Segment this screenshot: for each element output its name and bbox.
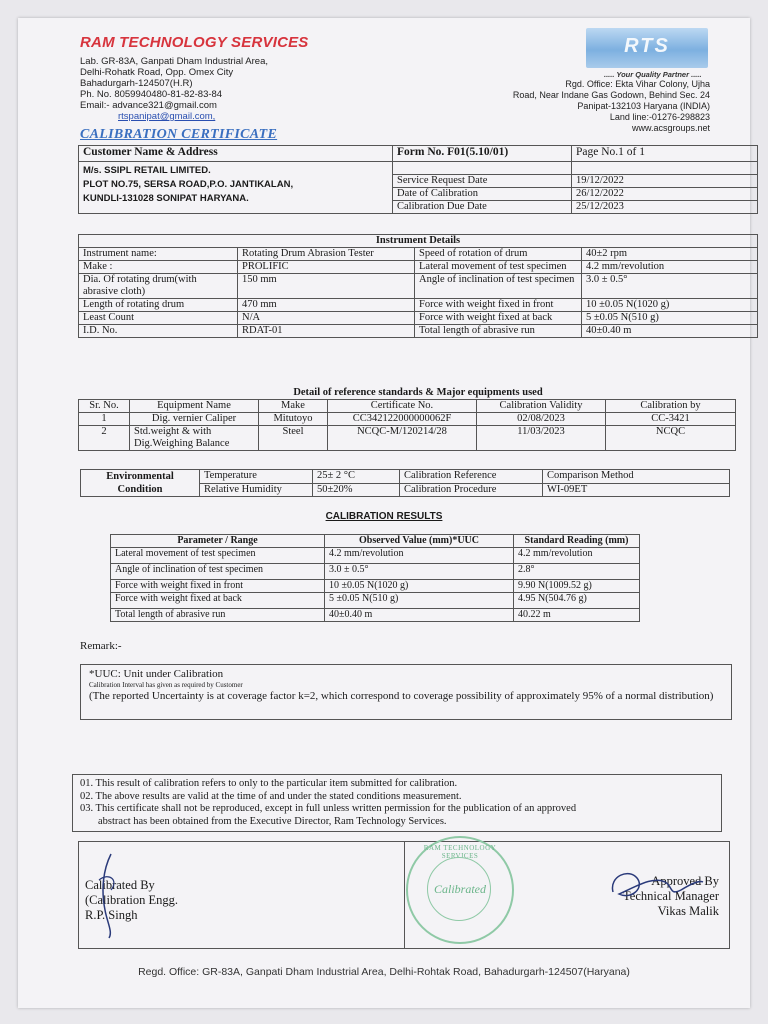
results-cell: Force with weight fixed in front [111, 580, 325, 593]
reference-cell: NCQC-M/120214/28 [328, 426, 477, 451]
instrument-label: Length of rotating drum [79, 299, 238, 312]
customer-address [79, 162, 393, 214]
reference-heading: Detail of reference standards & Major equipments used [293, 387, 543, 398]
address-line: Lab. GR-83A, Ganpati Dham Industrial Area, [80, 56, 268, 67]
reference-cell: CC-3421 [606, 413, 736, 426]
results-cell: Force with weight fixed at back [111, 593, 325, 609]
reference-cell: Steel [259, 426, 328, 451]
company-name: RAM TECHNOLOGY SERVICES [80, 34, 309, 51]
instrument-value: 470 mm [238, 299, 415, 312]
sig-line: Vikas Malik [657, 904, 719, 918]
instrument-value: 4.2 mm/revolution [582, 261, 758, 274]
logo-text: RTS [624, 35, 670, 57]
document-title: CALIBRATION CERTIFICATE [80, 127, 278, 142]
signature-right-icon [607, 862, 707, 908]
page-number: Page No.1 of 1 [572, 146, 758, 162]
sig-line: Approved By [651, 874, 719, 888]
date-value: 25/12/2023 [572, 201, 758, 214]
interval-note: Calibration Interval has given as required by Customer [89, 681, 243, 689]
table-row [111, 593, 640, 609]
instrument-label: Least Count [79, 312, 238, 325]
footer-address: Regd. Office: GR-83A, Ganpati Dham Industrial Area, Delhi-Rohtak Road, Bahadurgarh-124507(Haryana) [138, 966, 630, 978]
results-heading: CALIBRATION RESULTS [325, 511, 443, 522]
signature-left-icon [89, 850, 129, 940]
reference-col-header: Calibration Validity [477, 400, 606, 413]
website-link[interactable]: www.acsgroups.net [631, 123, 710, 133]
customer-line: KUNDLI-131028 SONIPAT HARYANA. [83, 193, 249, 204]
regd-line: Panipat-132103 Haryana (INDIA) [577, 101, 710, 111]
email-line: Email:- advance321@gmail.com [80, 100, 217, 111]
date-label: Date of Calibration [393, 188, 572, 201]
regd-office-block [513, 79, 710, 134]
tagline: ..... Your Quality Partner ..... [604, 70, 702, 79]
instrument-label: Dia. Of rotating drum(with abrasive cloth) [79, 274, 238, 299]
date-value: 26/12/2022 [572, 188, 758, 201]
instrument-label: Instrument name: [79, 248, 238, 261]
instrument-value: 5 ±0.05 N(510 g) [582, 312, 758, 325]
env-label: Relative Humidity [200, 483, 313, 497]
instrument-label: Force with weight fixed in front [415, 299, 582, 312]
environment-table [80, 469, 730, 497]
instrument-heading: Instrument Details [79, 235, 758, 248]
instrument-value: PROLIFIC [238, 261, 415, 274]
results-col-header: Observed Value (mm)*UUC [325, 535, 514, 548]
reference-cell: 02/08/2023 [477, 413, 606, 426]
env-value: Comparison Method [543, 470, 730, 484]
instrument-table [78, 234, 758, 338]
date-label: Service Request Date [393, 175, 572, 188]
table-row [79, 426, 736, 451]
results-col-header: Parameter / Range [111, 535, 325, 548]
results-cell: Total length of abrasive run [111, 609, 325, 622]
results-cell: 9.90 N(1009.52 g) [514, 580, 640, 593]
instrument-label: Speed of rotation of drum [415, 248, 582, 261]
reference-cell: Mitutoyo [259, 413, 328, 426]
reference-cell: NCQC [606, 426, 736, 451]
signature-box [78, 841, 730, 949]
phone-line: Ph. No. 8059940480-81-82-83-84 [80, 89, 223, 100]
results-cell: 40±0.40 m [325, 609, 514, 622]
reference-col-header: Make [259, 400, 328, 413]
env-label: Calibration Reference [400, 470, 543, 484]
notes-list [80, 778, 576, 828]
address-line: Bahadurgarh-124507(H.R) [80, 78, 193, 89]
note-item: 02. The above results are valid at the time of and under the stated conditions measurement. [80, 790, 462, 802]
sig-line: R.P. Singh [85, 908, 138, 922]
env-label: Calibration Procedure [400, 483, 543, 497]
instrument-label: Total length of abrasive run [415, 325, 582, 338]
reference-col-header: Equipment Name [130, 400, 259, 413]
uuc-note: *UUC: Unit under Calibration [89, 668, 224, 680]
customer-line: M/s. SSIPL RETAIL LIMITED. [83, 165, 211, 176]
table-row [111, 564, 640, 580]
instrument-label: Angle of inclination of test specimen [415, 274, 582, 299]
results-cell: 5 ±0.05 N(510 g) [325, 593, 514, 609]
results-cell: 4.95 N(504.76 g) [514, 593, 640, 609]
stamp-label: Calibrated [433, 882, 486, 896]
uncertainty-note: (The reported Uncertainty is at coverage factor k=2, which correspond to coverage possibility of approximately 95% of a normal distribution) [89, 690, 714, 702]
environment-heading: Environmental Condition [81, 470, 200, 497]
note-item: abstract has been obtained from the Executive Director, Ram Technology Services. [98, 815, 447, 827]
instrument-value: 40±0.40 m [582, 325, 758, 338]
results-cell: 10 ±0.05 N(1020 g) [325, 580, 514, 593]
reference-col-header: Certificate No. [328, 400, 477, 413]
results-cell: 4.2 mm/revolution [514, 548, 640, 564]
reference-cell: 11/03/2023 [477, 426, 606, 451]
reference-col-header: Calibration by [606, 400, 736, 413]
customer-table [78, 145, 758, 214]
table-row [111, 580, 640, 593]
results-col-header: Standard Reading (mm) [514, 535, 640, 548]
customer-heading: Customer Name & Address [79, 146, 393, 162]
sig-line: (Calibration Engg. [85, 893, 179, 907]
note-item: 01. This result of calibration refers to only to the particular item submitted for calibration. [80, 778, 458, 789]
reference-cell: 1 [79, 413, 130, 426]
sig-line: Calibrated By [85, 878, 155, 892]
reference-table [78, 399, 736, 451]
results-cell: 4.2 mm/revolution [325, 548, 514, 564]
table-row [111, 609, 640, 622]
instrument-value: Rotating Drum Abrasion Tester [238, 248, 415, 261]
company-logo [586, 28, 708, 68]
instrument-value: 40±2 rpm [582, 248, 758, 261]
customer-line: PLOT NO.75, SERSA ROAD,P.O. JANTIKALAN, [83, 179, 294, 190]
table-row [79, 413, 736, 426]
date-value: 19/12/2022 [572, 175, 758, 188]
remark-box [80, 664, 732, 720]
date-label: Calibration Due Date [393, 201, 572, 214]
address-line: Delhi-Rohatk Road, Opp. Omex City [80, 67, 234, 78]
lab-address-block [80, 56, 268, 122]
reference-cell: Std.weight & with Dig.Weighing Balance [130, 426, 259, 451]
instrument-value: 3.0 ± 0.5° [582, 274, 758, 299]
results-cell: 2.8° [514, 564, 640, 580]
reference-cell: Dig. vernier Caliper [130, 413, 259, 426]
form-number: Form No. F01(5.10/01) [393, 146, 572, 162]
note-item: 03. This certificate shall not be reproduced, except in full unless written permission for the publication of an approved [80, 803, 577, 814]
results-cell: Lateral movement of test specimen [111, 548, 325, 564]
calibrated-stamp [406, 836, 514, 944]
instrument-label: Make : [79, 261, 238, 274]
reference-col-header: Sr. No. [79, 400, 130, 413]
instrument-value: 150 mm [238, 274, 415, 299]
env-value: WI-09ET [543, 483, 730, 497]
regd-line: Land line:-01276-298823 [609, 112, 710, 122]
instrument-value: 10 ±0.05 N(1020 g) [582, 299, 758, 312]
instrument-value: RDAT-01 [238, 325, 415, 338]
instrument-label: I.D. No. [79, 325, 238, 338]
remark-label: Remark:- [80, 640, 122, 652]
sig-line: Technical Manager [623, 889, 719, 903]
reference-cell: 2 [79, 426, 130, 451]
regd-line: Rgd. Office: Ekta Vihar Colony, Ujha [565, 79, 710, 89]
results-cell: Angle of inclination of test specimen [111, 564, 325, 580]
stamp-ring-text: RAM TECHNOLOGY SERVICES [423, 844, 497, 860]
env-value: 50±20% [313, 483, 400, 497]
instrument-value: N/A [238, 312, 415, 325]
regd-line: Road, Near Indane Gas Godown, Behind Sec. 24 [512, 90, 710, 100]
table-row [111, 548, 640, 564]
env-value: 25± 2 °C [313, 470, 400, 484]
certificate-page [18, 18, 750, 1008]
instrument-label: Force with weight fixed at back [415, 312, 582, 325]
email-link[interactable]: rtspanipat@gmail.com, [118, 111, 216, 122]
instrument-label: Lateral movement of test specimen [415, 261, 582, 274]
results-cell: 40.22 m [514, 609, 640, 622]
notes-box [72, 774, 722, 832]
results-cell: 3.0 ± 0.5° [325, 564, 514, 580]
divider [404, 842, 405, 948]
results-table [110, 534, 640, 622]
reference-cell: CC342122000000062F [328, 413, 477, 426]
env-label: Temperature [200, 470, 313, 484]
